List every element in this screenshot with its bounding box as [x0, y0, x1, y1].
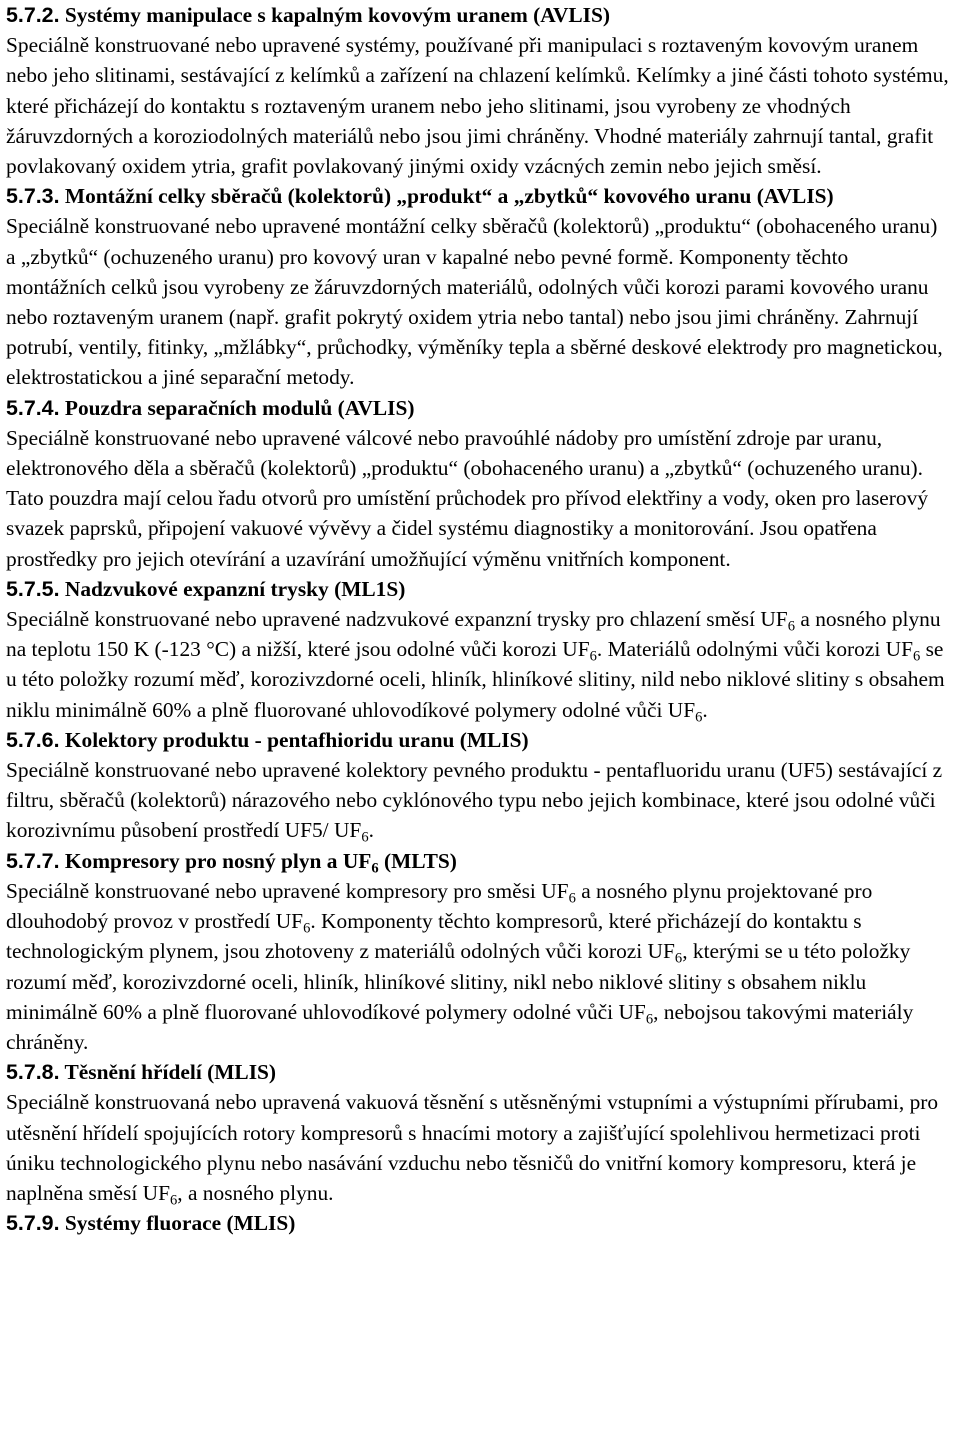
paragraph-text: se u této položky rozumí měď, korozivzdorné oceli, hliník, hliníkové slitiny, nild nebo niklové slitiny s obsahem niklu minimálně 60% a plně fluorované uhlovodíkové polymery odolné vůči UF	[6, 637, 945, 722]
section-title: Těsnění hřídelí (MLIS)	[64, 1060, 277, 1085]
paragraph-text: Speciálně konstruovaná nebo upravená vakuová těsnění s utěsněnými vstupními a výstupními přírubami, pro utěsnění hřídelí spojujících rotory kompresorů s hnacími motory a zajišťující spolehlivou hermetizaci proti úniku technologického plynu nebo nasávání vzduchu nebo těsničů do vnitřní komory kompresoru, která je naplněna směsí UF	[6, 1090, 939, 1205]
section-number: 5.7.7.	[6, 848, 60, 873]
section-5-7-6	[6, 725, 952, 846]
subscript: 6	[912, 648, 921, 665]
paragraph-text: . Komponenty těchto kompresorů, které přicházejí do kontaktu s technologickým plynem, jsou zhotoveny z materiálů odolných vůči korozi UF	[6, 909, 862, 964]
section-heading	[6, 1208, 952, 1238]
section-5-7-7	[6, 846, 952, 1057]
paragraph-text: Speciálně konstruované nebo upravené kompresory pro směsi UF	[6, 878, 569, 903]
section-number: 5.7.3.	[6, 184, 60, 209]
section-paragraph	[6, 755, 952, 846]
section-heading	[6, 181, 952, 211]
section-number: 5.7.6.	[6, 727, 60, 752]
paragraph-text: Speciálně konstruované nebo upravené systémy, používané při manipulaci s roztaveným kovovým uranem nebo jeho slitinami, sestávající z kelímků a zařízení na chlazení kelímků. Kelímky a jiné části tohoto systému, které přicházejí do kontaktu s roztaveným uranem nebo jeho slitinami, jsou vyrobeny ze vhodných žáruvzdorných a koroziodolných materiálů nebo jsou jimi chráněny. Vhodné materiály zahrnují tantal, grafit povlakovaný oxidem ytria, grafit povlakovaný jinými oxidy vzácných zemin nebo jejich směsí.	[6, 33, 949, 179]
subscript: 6	[169, 1192, 178, 1209]
subscript: 6	[589, 648, 597, 665]
section-number: 5.7.2.	[6, 3, 60, 27]
section-heading	[6, 725, 952, 755]
section-title: Kolektory produktu - pentafhioridu uranu (MLIS)	[64, 727, 529, 752]
section-5-7-9	[6, 1208, 952, 1238]
subscript: 6	[568, 890, 576, 907]
subscript: 6	[787, 618, 795, 635]
section-title-tail: (MLTS)	[378, 848, 457, 873]
section-5-7-2	[6, 0, 952, 181]
section-5-7-8	[6, 1057, 952, 1208]
paragraph-text: Speciálně konstruované nebo upravené nadzvukové expanzní trysky pro chlazení směsí UF	[6, 607, 788, 632]
section-number: 5.7.4.	[6, 395, 60, 420]
subscript: 6	[674, 950, 683, 967]
section-title: Montážní celky sběračů (kolektorů) „produkt“ a „zbytků“ kovového uranu (AVLIS)	[64, 184, 834, 209]
paragraph-text: Speciálně konstruované nebo upravené montážní celky sběračů (kolektorů) „produktu“ (obohaceného uranu) a „zbytků“ (ochuzeného uranu) pro kovový uran v kapalné nebo pevné formě. Komponenty těchto montážních celků jsou vyrobeny ze žáruvzdorných materiálů, odolných vůči korozi parami kovového uranu nebo roztaveným uranem (např. grafit pokrytý oxidem ytria nebo tantal) nebo jsou jimi chráněny. Zahrnují potrubí, ventily, fitinky, „mžlábky“, průchodky, výměníky tepla a sběrné deskové elektrody pro magnetickou, elektrostatickou a jiné separační metody.	[6, 214, 943, 390]
section-paragraph	[6, 1087, 952, 1208]
section-title: Systémy manipulace s kapalným kovovým uranem (AVLIS)	[64, 3, 611, 27]
section-title: Pouzdra separačních modulů (AVLIS)	[64, 395, 415, 420]
section-number: 5.7.9.	[6, 1211, 60, 1236]
paragraph-text: .	[702, 697, 708, 722]
paragraph-text: a nosného plynu projektované pro dlouhodobý provoz v prostředí UF	[6, 878, 873, 934]
section-heading	[6, 393, 952, 423]
subscript: 6	[645, 1011, 654, 1028]
section-paragraph	[6, 604, 952, 725]
section-number: 5.7.5.	[6, 576, 60, 601]
subscript: 6	[303, 920, 311, 937]
paragraph-text: , kterými se u této položky rozumí měď, korozivzdorné oceli, hliník, hliníkové slitiny, nikl nebo niklové slitiny s obsahem niklu minimálně 60% a plně fluorované uhlovodíkové polymery odolné vůči UF	[6, 939, 911, 1024]
section-5-7-4	[6, 393, 952, 574]
paragraph-text: .	[368, 818, 374, 843]
subscript: 6	[371, 860, 379, 877]
section-heading	[6, 574, 952, 604]
section-paragraph	[6, 423, 952, 574]
paragraph-text: . Materiálů odolnými vůči korozi UF	[596, 637, 913, 662]
section-5-7-3	[6, 181, 952, 392]
section-heading	[6, 0, 952, 30]
section-paragraph	[6, 30, 952, 181]
paragraph-text: , a nosného plynu.	[177, 1180, 334, 1205]
paragraph-text: Speciálně konstruované nebo upravené kolektory pevného produktu - pentafluoridu uranu (UF5) sestávající z filtru, sběračů (kolektorů) nárazového nebo cyklónového typu nebo jejich kombinace, které jsou odolné vůči korozivnímu působení prostředí UF5/ UF	[6, 758, 943, 843]
paragraph-text: a nosného plynu na teplotu 150 K (-123 °C) a nižší, které jsou odolné vůči korozi UF	[6, 607, 941, 662]
section-title: Systémy fluorace (MLIS)	[64, 1211, 296, 1236]
section-title: Nadzvukové expanzní trysky (ML1S)	[64, 576, 406, 601]
subscript: 6	[361, 829, 369, 846]
section-paragraph	[6, 876, 952, 1057]
section-heading	[6, 1057, 952, 1087]
section-title: Kompresory pro nosný plyn a UF	[64, 848, 372, 873]
section-5-7-5	[6, 574, 952, 725]
section-number: 5.7.8.	[6, 1060, 60, 1085]
paragraph-text: , nebojsou takovými materiály chráněny.	[6, 999, 914, 1054]
subscript: 6	[695, 709, 703, 726]
paragraph-text: Speciálně konstruované nebo upravené válcové nebo pravoúhlé nádoby pro umístění zdroje par uranu, elektronového děla a sběračů (kolektorů) „produktu“ (obohaceného uranu) a „zbytků“ (ochuzeného uranu). Tato pouzdra mají celou řadu otvorů pro umístění průchodek pro přívod elektřiny a vody, oken pro laserový svazek paprsků, připojení vakuové vývěvy a čidel systému diagnostiky a monitorování. Jsou opatřena prostředky pro jejich otevírání a uzavírání umožňující výměnu vnitřních komponent.	[6, 425, 929, 571]
section-heading	[6, 846, 952, 876]
section-paragraph	[6, 211, 952, 392]
